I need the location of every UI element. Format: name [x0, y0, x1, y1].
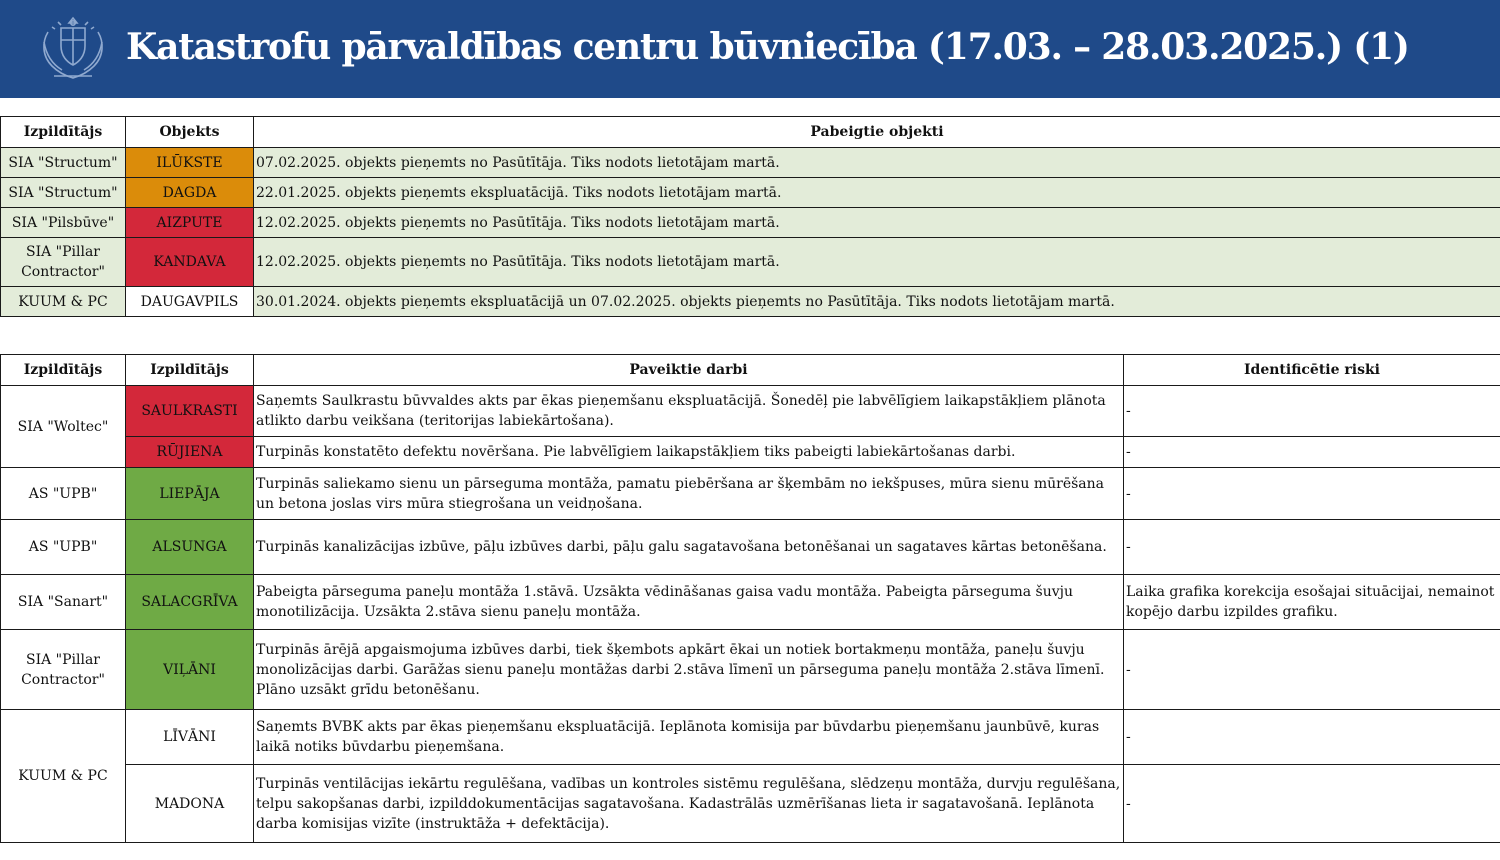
table-row	[1, 437, 1500, 468]
table-row	[1, 710, 1500, 765]
object-cell: DAGDA	[126, 178, 254, 208]
object-cell: SAULKRASTI	[126, 386, 254, 437]
executor-cell: AS "UPB"	[1, 520, 126, 575]
table-header-row	[1, 117, 1500, 148]
status-cell: 30.01.2024. objekts pieņemts ekspluatācijā un 07.02.2025. objekts pieņemts no Pasūtītāja. Tiks nodots lietotājam martā.	[254, 287, 1500, 317]
risk-cell: -	[1124, 520, 1500, 575]
risk-cell: Laika grafika korekcija esošajai situācijai, nemainot kopējo darbu izpildes grafiku.	[1124, 575, 1500, 630]
object-cell: MADONA	[126, 765, 254, 843]
column-header: Objekts	[126, 117, 254, 148]
header-bar	[0, 0, 1500, 98]
work-cell: Turpinās ārējā apgaismojuma izbūves darbi, tiek šķembots apkārt ēkai un notiek bortakmeņu montāža, paneļu šuvju monolizācijas darbi. Garāžas sienu paneļu montāžas darbi 2.stāva līmenī un pārseguma paneļu montāža 2.stāva līmenī. Plāno uzsākt grīdu betonēšanu.	[254, 630, 1124, 710]
status-cell: 07.02.2025. objekts pieņemts no Pasūtītāja. Tiks nodots lietotājam martā.	[254, 148, 1500, 178]
object-cell: KANDAVA	[126, 238, 254, 287]
status-cell: 22.01.2025. objekts pieņemts ekspluatācijā. Tiks nodots lietotājam martā.	[254, 178, 1500, 208]
table-row	[1, 178, 1500, 208]
completed-objects-table	[0, 116, 1500, 317]
object-cell: DAUGAVPILS	[126, 287, 254, 317]
risk-cell: -	[1124, 386, 1500, 437]
column-header: Izpildītājs	[1, 117, 126, 148]
table-row	[1, 148, 1500, 178]
progress-table	[0, 354, 1500, 843]
executor-cell: SIA "Pilsbūve"	[1, 208, 126, 238]
risk-cell: -	[1124, 765, 1500, 843]
table-row	[1, 287, 1500, 317]
executor-cell: SIA "Sanart"	[1, 575, 126, 630]
page-title: Katastrofu pārvaldības centru būvniecība (17.03. – 28.03.2025.) (1)	[126, 26, 1409, 68]
work-cell: Turpinās konstatēto defektu novēršana. Pie labvēlīgiem laikapstākļiem tiks pabeigti labiekārtošanas darbi.	[254, 437, 1124, 468]
column-header: Izpildītājs	[126, 355, 254, 386]
coat-of-arms-icon	[34, 12, 112, 86]
executor-cell: SIA "Woltec"	[1, 386, 126, 468]
object-cell: AIZPUTE	[126, 208, 254, 238]
executor-cell: SIA "Structum"	[1, 148, 126, 178]
executor-cell: SIA "Pillar Contractor"	[1, 630, 126, 710]
column-header: Pabeigtie objekti	[254, 117, 1500, 148]
object-cell: LĪVĀNI	[126, 710, 254, 765]
work-cell: Saņemts BVBK akts par ēkas pieņemšanu ekspluatācijā. Ieplānota komisija par būvdarbu pieņemšanu jaunbūvē, kuras laikā notiks būvdarbu pieņemšana.	[254, 710, 1124, 765]
table-header-row	[1, 355, 1500, 386]
object-cell: ALSUNGA	[126, 520, 254, 575]
object-cell: SALACGRĪVA	[126, 575, 254, 630]
table-row	[1, 630, 1500, 710]
executor-cell: KUUM & PC	[1, 710, 126, 843]
work-cell: Saņemts Saulkrastu būvvaldes akts par ēkas pieņemšanu ekspluatācijā. Šonedēļ pie labvēlīgiem laikapstākļiem plānota atlikto darbu veikšana (teritorijas labiekārtošana).	[254, 386, 1124, 437]
table-row	[1, 386, 1500, 437]
column-header: Izpildītājs	[1, 355, 126, 386]
object-cell: VIĻĀNI	[126, 630, 254, 710]
table-row	[1, 238, 1500, 287]
risk-cell: -	[1124, 710, 1500, 765]
status-cell: 12.02.2025. objekts pieņemts no Pasūtītāja. Tiks nodots lietotājam martā.	[254, 238, 1500, 287]
work-cell: Turpinās saliekamo sienu un pārseguma montāža, pamatu piebēršana ar šķembām no iekšpuses, mūra sienu mūrēšana un betona joslas virs mūra stiegrošana un veidņošana.	[254, 468, 1124, 520]
table-row	[1, 520, 1500, 575]
object-cell: RŪJIENA	[126, 437, 254, 468]
table-row	[1, 765, 1500, 843]
risk-cell: -	[1124, 437, 1500, 468]
risk-cell: -	[1124, 630, 1500, 710]
risk-cell: -	[1124, 468, 1500, 520]
column-header: Paveiktie darbi	[254, 355, 1124, 386]
work-cell: Turpinās kanalizācijas izbūve, pāļu izbūves darbi, pāļu galu sagatavošana betonēšanai un sagataves kārtas betonēšana.	[254, 520, 1124, 575]
table-row	[1, 468, 1500, 520]
work-cell: Turpinās ventilācijas iekārtu regulēšana, vadības un kontroles sistēmu regulēšana, slēdzeņu montāža, durvju regulēšana, telpu sakopšanas darbi, izpilddokumentācijas sagatavošana. Kadastrālās uzmērīšanas lieta ir sagatavošanā. Ieplānota darba komisijas vizīte (instruktāža + defektācija).	[254, 765, 1124, 843]
executor-cell: KUUM & PC	[1, 287, 126, 317]
status-cell: 12.02.2025. objekts pieņemts no Pasūtītāja. Tiks nodots lietotājam martā.	[254, 208, 1500, 238]
table-row	[1, 208, 1500, 238]
executor-cell: SIA "Structum"	[1, 178, 126, 208]
table-row	[1, 575, 1500, 630]
executor-cell: SIA "Pillar Contractor"	[1, 238, 126, 287]
object-cell: LIEPĀJA	[126, 468, 254, 520]
work-cell: Pabeigta pārseguma paneļu montāža 1.stāvā. Uzsākta vēdināšanas gaisa vadu montāža. Pabeigta pārseguma šuvju monotilizācija. Uzsākta 2.stāva sienu paneļu montāža.	[254, 575, 1124, 630]
column-header: Identificētie riski	[1124, 355, 1500, 386]
executor-cell: AS "UPB"	[1, 468, 126, 520]
object-cell: ILŪKSTE	[126, 148, 254, 178]
